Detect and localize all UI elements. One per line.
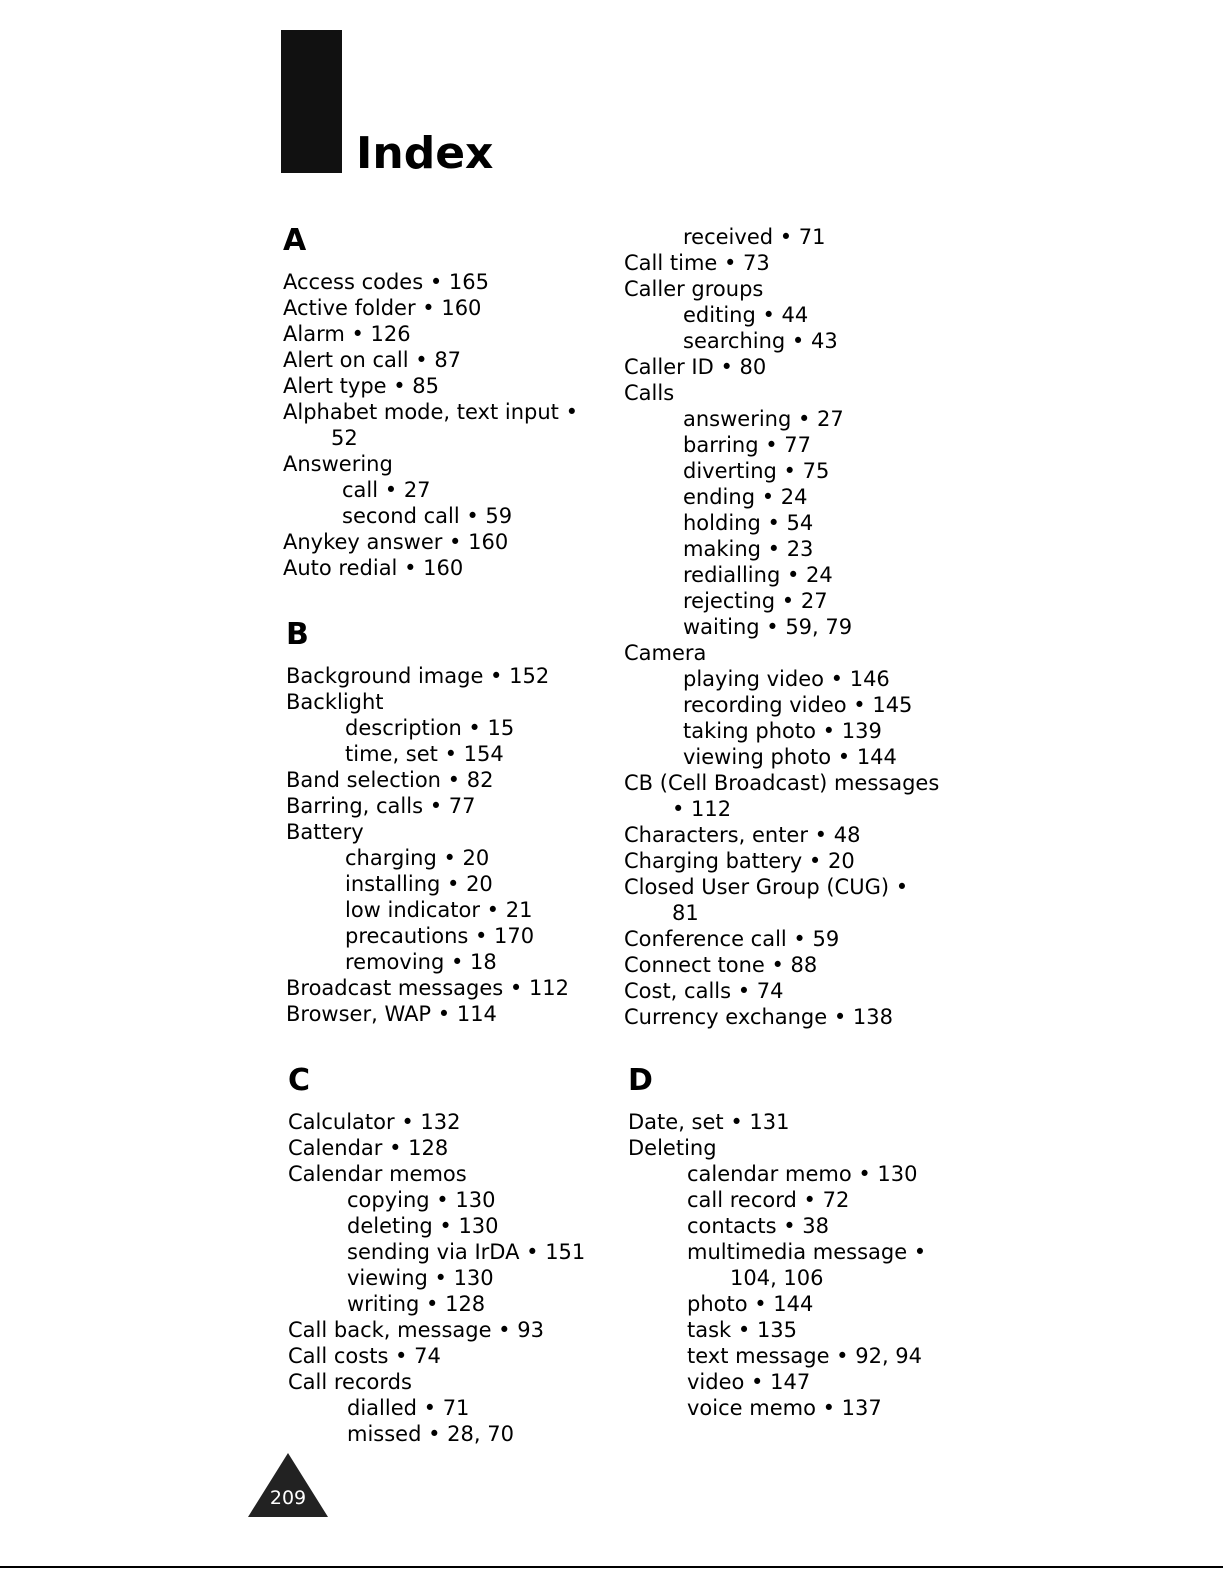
index-entry: viewing photo • 144	[683, 745, 897, 769]
index-entry: Auto redial • 160	[283, 556, 464, 580]
index-entry: Background image • 152	[286, 664, 550, 688]
index-entry: call record • 72	[687, 1188, 850, 1212]
index-entry: Broadcast messages • 112	[286, 976, 570, 1000]
index-entry: Camera	[624, 641, 707, 665]
index-entry: recording video • 145	[683, 693, 913, 717]
index-section-c	[288, 1063, 628, 1447]
index-entry: Currency exchange • 138	[624, 1005, 894, 1029]
index-entry: ending • 24	[683, 485, 808, 509]
index-entry: CB (Cell Broadcast) messages	[624, 771, 940, 795]
index-entry: Calendar memos	[288, 1162, 467, 1186]
index-entry: Alarm • 126	[283, 322, 411, 346]
index-entry: diverting • 75	[683, 459, 830, 483]
index-entry: precautions • 170	[345, 924, 535, 948]
index-entry: Caller groups	[624, 277, 764, 301]
index-entry: Call costs • 74	[288, 1344, 441, 1368]
entry-list-c-continued	[624, 224, 984, 1030]
index-entry: Alphabet mode, text input •	[283, 400, 578, 424]
page-title: Index	[356, 128, 494, 179]
index-entry: Date, set • 131	[628, 1110, 790, 1134]
index-entry: second call • 59	[342, 504, 513, 528]
index-entry: video • 147	[687, 1370, 811, 1394]
page-number: 209	[269, 1487, 307, 1509]
index-entry: 52	[331, 426, 358, 450]
index-entry: Access codes • 165	[283, 270, 489, 294]
index-entry: Call back, message • 93	[288, 1318, 544, 1342]
index-entry: photo • 144	[687, 1292, 814, 1316]
index-entry: multimedia message •	[687, 1240, 927, 1264]
index-entry: Charging battery • 20	[624, 849, 855, 873]
entry-list-a	[283, 269, 623, 581]
index-entry: Anykey answer • 160	[283, 530, 509, 554]
index-entry: Alert type • 85	[283, 374, 440, 398]
section-letter-c: C	[288, 1063, 311, 1098]
index-entry: holding • 54	[683, 511, 814, 535]
index-entry: Barring, calls • 77	[286, 794, 476, 818]
index-entry: taking photo • 139	[683, 719, 882, 743]
index-entry: Caller ID • 80	[624, 355, 767, 379]
index-entry: Cost, calls • 74	[624, 979, 784, 1003]
chapter-tab-block	[281, 30, 342, 173]
index-entry: searching • 43	[683, 329, 838, 353]
index-entry: waiting • 59, 79	[683, 615, 853, 639]
index-entry: Call records	[288, 1370, 412, 1394]
index-section-c-continued	[624, 224, 984, 1030]
index-entry: writing • 128	[347, 1292, 486, 1316]
index-entry: Characters, enter • 48	[624, 823, 861, 847]
index-entry: time, set • 154	[345, 742, 504, 766]
index-entry: 104, 106	[730, 1266, 824, 1290]
index-entry: 81	[672, 901, 699, 925]
index-entry: copying • 130	[347, 1188, 496, 1212]
index-entry: Calls	[624, 381, 675, 405]
index-entry: Browser, WAP • 114	[286, 1002, 497, 1026]
index-entry: call • 27	[342, 478, 431, 502]
index-entry: contacts • 38	[687, 1214, 829, 1238]
index-entry: charging • 20	[345, 846, 490, 870]
index-entry: Alert on call • 87	[283, 348, 462, 372]
index-entry: missed • 28, 70	[347, 1422, 514, 1446]
index-entry: Active folder • 160	[283, 296, 482, 320]
index-entry: low indicator • 21	[345, 898, 533, 922]
index-entry: Band selection • 82	[286, 768, 494, 792]
entry-list-d	[628, 1109, 988, 1421]
index-section-a	[283, 223, 623, 581]
index-entry: Calculator • 132	[288, 1110, 461, 1134]
index-entry: Deleting	[628, 1136, 717, 1160]
entry-list-c	[288, 1109, 628, 1447]
index-entry: description • 15	[345, 716, 515, 740]
index-entry: Calendar • 128	[288, 1136, 449, 1160]
index-entry: Backlight	[286, 690, 384, 714]
index-entry: text message • 92, 94	[687, 1344, 923, 1368]
section-letter-a: A	[283, 223, 307, 258]
index-entry: redialling • 24	[683, 563, 833, 587]
index-entry: Call time • 73	[624, 251, 770, 275]
section-letter-d: D	[628, 1063, 653, 1098]
index-entry: received • 71	[683, 225, 826, 249]
index-entry: rejecting • 27	[683, 589, 828, 613]
index-entry: Conference call • 59	[624, 927, 840, 951]
index-entry: installing • 20	[345, 872, 493, 896]
index-entry: calendar memo • 130	[687, 1162, 918, 1186]
index-entry: Answering	[283, 452, 393, 476]
index-entry: Closed User Group (CUG) •	[624, 875, 909, 899]
index-entry: viewing • 130	[347, 1266, 494, 1290]
index-entry: editing • 44	[683, 303, 809, 327]
index-section-d	[628, 1063, 988, 1421]
index-entry: removing • 18	[345, 950, 497, 974]
index-entry: dialled • 71	[347, 1396, 470, 1420]
index-entry: barring • 77	[683, 433, 812, 457]
index-entry: answering • 27	[683, 407, 844, 431]
page-number-badge	[248, 1453, 328, 1517]
index-entry: deleting • 130	[347, 1214, 499, 1238]
index-entry: sending via IrDA • 151	[347, 1240, 586, 1264]
index-entry: making • 23	[683, 537, 814, 561]
index-entry: playing video • 146	[683, 667, 890, 691]
bottom-rule	[0, 1566, 1223, 1568]
index-entry: task • 135	[687, 1318, 798, 1342]
index-entry: Battery	[286, 820, 364, 844]
index-entry: voice memo • 137	[687, 1396, 882, 1420]
index-section-b	[286, 617, 626, 1027]
index-entry: • 112	[672, 797, 732, 821]
entry-list-b	[286, 663, 626, 1027]
section-letter-b: B	[286, 617, 309, 652]
index-entry: Connect tone • 88	[624, 953, 818, 977]
